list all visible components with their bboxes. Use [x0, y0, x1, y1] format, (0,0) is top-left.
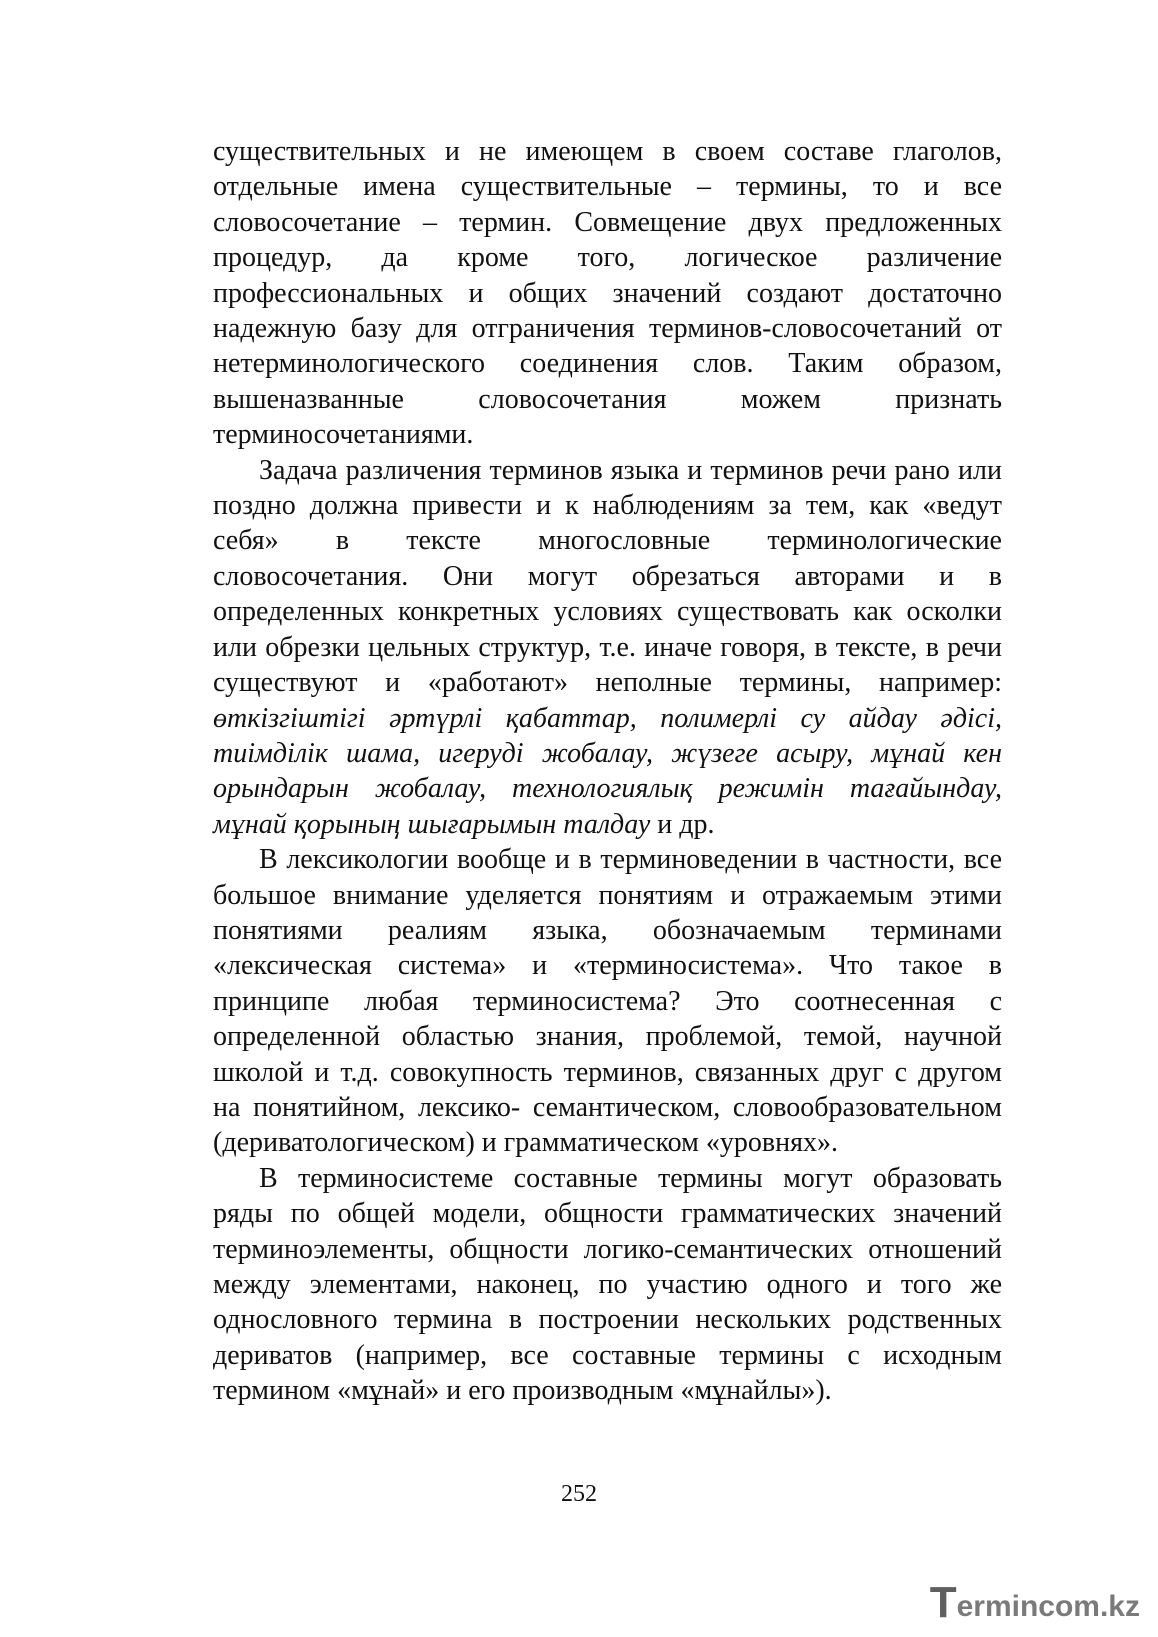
page-number: 252: [561, 1481, 597, 1507]
page-body: [213, 134, 1002, 1409]
kazakh-term-examples: өткізгіштігі әртүрлі қабаттар, полимерлі су айдау әдісі, тиімділік шама, игеруді жобалау, жүзеге асыру, мұнай кен орындарын жобалау, технологиялық режимін тағайындау, мұнай қорының шығарымын талдау: [213, 702, 1002, 840]
watermark-logo-letter: T: [929, 1578, 957, 1627]
termincom-watermark-logo: [929, 1578, 1140, 1627]
paragraph-3: В лексикологии вообще и в терминоведении в частности, все большое внимание уделяется понятиям и отражаемым этими понятиями реалиям языка, обозначаемым терминами «лексическая система» и «терминосистема». Что такое в принципе любая терминосистема? Это соотнесенная с определенной областью знания, проблемой, темой, научной школой и т.д. совокупность терминов, связанных друг с другом на понятийном, лексико- семантическом, словообразовательном (дериватологическом) и грамматическом «уровнях».: [213, 844, 1002, 1159]
paragraph-1: существительных и не имеющем в своем составе глаголов, отдельные имена существительные – термины, то и все словосочетание – термин. Совмещение двух предложенных процедур, да кроме того, логическое различение профессиональных и общих значений создают достаточно надежную базу для отграничения терминов-словосочетаний от нетерминологического соединения слов. Таким образом, вышеназванные словосочетания можем признать терминосочетаниями.: [213, 136, 1002, 451]
watermark-text: ermincom.kz: [956, 1590, 1140, 1623]
paragraph-2-tail: и др.: [657, 808, 715, 840]
paragraph-4: В терминосистеме составные термины могут образовать ряды по общей модели, общности грамматических значений терминоэлементы, общности логико-семантических отношений между элементами, наконец, по участию одного и того же однословного термина в построении нескольких родственных дериватов (например, все составные термины с исходным термином «мұнай» и его производным «мұнайлы»).: [213, 1162, 1002, 1407]
paragraph-2-text: Задача различения терминов языка и терминов речи рано или поздно должна привести и к наблюдениям за тем, как «ведут себя» в тексте многословные терминологические словосочетания. Они могут обрезаться авторами и в определенных конкретных условиях существовать как осколки или обрезки цельных структур, т.е. иначе говоря, в тексте, в речи существуют и «работают» неполные термины, например:: [213, 454, 1002, 699]
paragraph-2: [213, 453, 1002, 842]
